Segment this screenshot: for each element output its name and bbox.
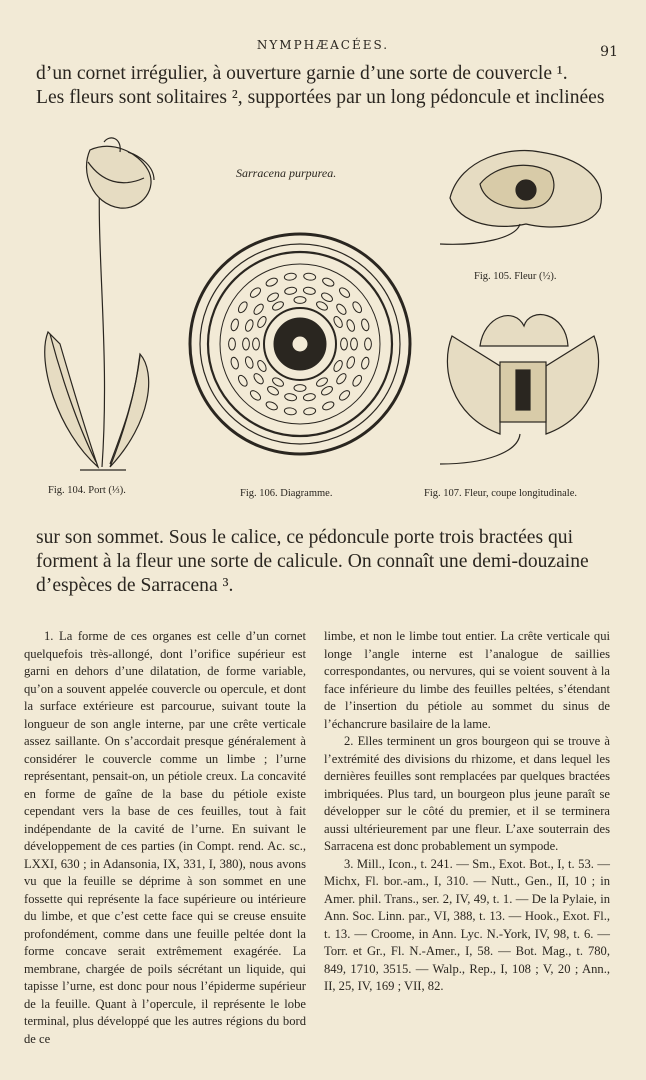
running-title: NYMPHÆACÉES. bbox=[256, 38, 390, 52]
fig-107-caption: Fig. 107. Fleur, coupe longitudinale. bbox=[424, 488, 577, 499]
stamen-mark bbox=[303, 393, 316, 402]
stamen-mark bbox=[256, 315, 268, 329]
body-line: d’espèces de Sarracena ³. bbox=[36, 575, 234, 596]
stamen-mark bbox=[266, 291, 280, 303]
stamen-mark bbox=[351, 374, 363, 388]
stamen-mark bbox=[303, 286, 316, 295]
stamen-mark bbox=[320, 385, 334, 397]
stamen-mark bbox=[249, 389, 263, 402]
stamen-mark bbox=[345, 319, 355, 333]
stamen-mark bbox=[265, 400, 279, 411]
stamen-mark bbox=[303, 272, 316, 280]
stamen-mark bbox=[252, 303, 265, 317]
fig-107-flower-section-illustration bbox=[440, 306, 606, 476]
stamen-mark bbox=[253, 338, 260, 350]
stamen-mark bbox=[338, 389, 352, 402]
stamen-mark bbox=[284, 286, 297, 295]
stamen-mark bbox=[230, 318, 240, 331]
stamen-mark bbox=[284, 272, 297, 280]
stamen-mark bbox=[303, 407, 316, 415]
stamen-mark bbox=[252, 372, 265, 386]
footnote-1-continued: limbe, et non le limbe tout entier. La crête verticale qui longe l’angle interne est l’analogue de saillies correspondantes, ou nervures, qui se voient souvent à la face inférieure du limbe des feuilles peltées, s’étendant de l’insertion du pétiole au sommet du sinus de l’échancrure basilaire de la lame. bbox=[324, 629, 610, 731]
footnote-1: 1. La forme de ces organes est celle d’un cornet quelquefois très-allongé, dont l’orifice supérieur est garni en dehors d’une dilatation, de forme variable, qu’on a souvent appelée couvercle ou opercule, et dont la surface extérieure est parcourue, suivant toute la longueur de son angle interne, par une crête verticale assez saillante. On s’accordait presque généralement à considérer le couvercle comme un limbe ; l’urne représentant, pensait-on, un pétiole creux. La concavité en forme de gaîne de la base du pétiole existe cependant vers la base de ces feuilles, tout à fait indépendante de la cavité de l’urne. En suivant le développement de ces parties (in Compt. rend. Ac. sc., LXXI, 630 ; in Adansonia, IX, 331, I, 380), nous avons vu que la feuille se déprime à son sommet en une fossette qui représente la face supérieure ou intérieure du limbe, et que c’est cette face qui se creuse ensuite profondément, comme dans une feuille peltée dont la forme concave serait extrêmement exagérée. La membrane, chargée de poils sécrétant un liquide, qui tapisse l’urne, est donc pour nous l’épiderme supérieur de la feuille. Quant à l’opercule, il représente le lobe terminal, plus développé que les autres régions du bord de ce bbox=[24, 629, 306, 1046]
fig-105-caption: Fig. 105. Fleur (½). bbox=[474, 271, 557, 282]
stamen-mark bbox=[321, 277, 335, 288]
stamen-mark bbox=[244, 356, 254, 370]
stamen-mark bbox=[360, 356, 370, 369]
body-line: d’un cornet irrégulier, à ouverture garnie d’une sorte de couvercle ¹. bbox=[36, 63, 568, 84]
stamen-mark bbox=[315, 300, 329, 312]
stamen-mark bbox=[294, 385, 306, 392]
stamen-mark bbox=[294, 297, 306, 304]
stamen-mark bbox=[243, 338, 250, 350]
fig-106-caption: Fig. 106. Diagramme. bbox=[240, 488, 333, 499]
stamen-mark bbox=[249, 286, 263, 299]
page-number: 91 bbox=[600, 44, 618, 60]
stamen-mark bbox=[341, 338, 348, 350]
stamen-mark bbox=[338, 286, 352, 299]
stamen-mark bbox=[335, 303, 348, 317]
stamen-mark bbox=[332, 315, 344, 329]
stamen-mark bbox=[345, 356, 355, 370]
stamen-mark bbox=[320, 291, 334, 303]
body-text-middle bbox=[36, 526, 610, 598]
stamen-mark bbox=[271, 300, 285, 312]
footnote-3: 3. Mill., Icon., t. 241. — Sm., Exot. Bot., I, t. 53. — Michx, Fl. bor.-am., I, 310. — Nutt., Gen., II, 10 ; in Amer. phil. Trans., ser. 2, IV, 49, t. 1. — De la Pylaie, in Ann. Soc. Linn. par., VI, 388, t. 13. — Hook., Exot. Fl., t. 13. — Croome, in Ann. Lyc. N.-York, IV, 98, t. 6. — Torr. et Gr., Fl. N.-Amer., I, 58. — Bot. Mag., t. 780, 849, 1710, 3515. — Walp., Rep., I, 108 ; V, 20 ; Ann., II, 25, IV, 169 ; VII, 82. bbox=[324, 856, 610, 993]
stamen-mark bbox=[284, 407, 297, 415]
stamen-mark bbox=[265, 277, 279, 288]
figure-title: Sarracena purpurea. bbox=[236, 166, 337, 180]
stamen-mark bbox=[266, 385, 280, 397]
stamen-mark bbox=[230, 356, 240, 369]
footnote-2: 2. Elles terminent un gros bourgeon qui se trouve à l’extrémité des divisions du rhizome, et dans lequel les dernières feuilles sont remplacées par quelques bractées imbriquées. Plus tard, un bourgeon plus jeune paraît se développer sur le côté du premier, et il se terminera aussi ultérieurement par une fleur. L’axe souterrain des Sarracena est donc probablement un sympode. bbox=[324, 734, 610, 853]
stamen-mark bbox=[237, 300, 249, 314]
body-line: Les fleurs sont solitaires ², supportées par un long pédoncule et inclinées bbox=[36, 87, 605, 108]
stamen-mark bbox=[284, 393, 297, 402]
body-line: sur son sommet. Sous le calice, ce pédoncule porte trois bractées qui bbox=[36, 527, 574, 548]
stamen-mark bbox=[351, 338, 358, 350]
stamen-mark bbox=[315, 376, 329, 388]
stamen-mark bbox=[335, 372, 348, 386]
stamen-mark bbox=[244, 319, 254, 333]
stamen-mark bbox=[321, 400, 335, 411]
stamen-mark bbox=[360, 318, 370, 331]
footnotes-right-column bbox=[324, 628, 610, 996]
stamen-mark bbox=[271, 376, 285, 388]
stamen-mark bbox=[229, 338, 236, 350]
stamen-mark bbox=[256, 359, 268, 373]
stamen-mark bbox=[365, 338, 372, 350]
fig-104-caption: Fig. 104. Port (⅓). bbox=[48, 485, 126, 496]
stamen-mark bbox=[332, 359, 344, 373]
body-text-top bbox=[36, 62, 610, 110]
stamen-mark bbox=[351, 300, 363, 314]
footnotes-left-column bbox=[24, 628, 306, 1048]
body-line: forment à la fleur une sorte de calicule. On connaît une demi-douzaine bbox=[36, 551, 589, 572]
stamen-mark bbox=[237, 374, 249, 388]
fig-105-flower-illustration bbox=[440, 138, 612, 258]
fig-104-plant-illustration bbox=[30, 132, 170, 477]
fig-106-floral-diagram bbox=[180, 222, 420, 467]
